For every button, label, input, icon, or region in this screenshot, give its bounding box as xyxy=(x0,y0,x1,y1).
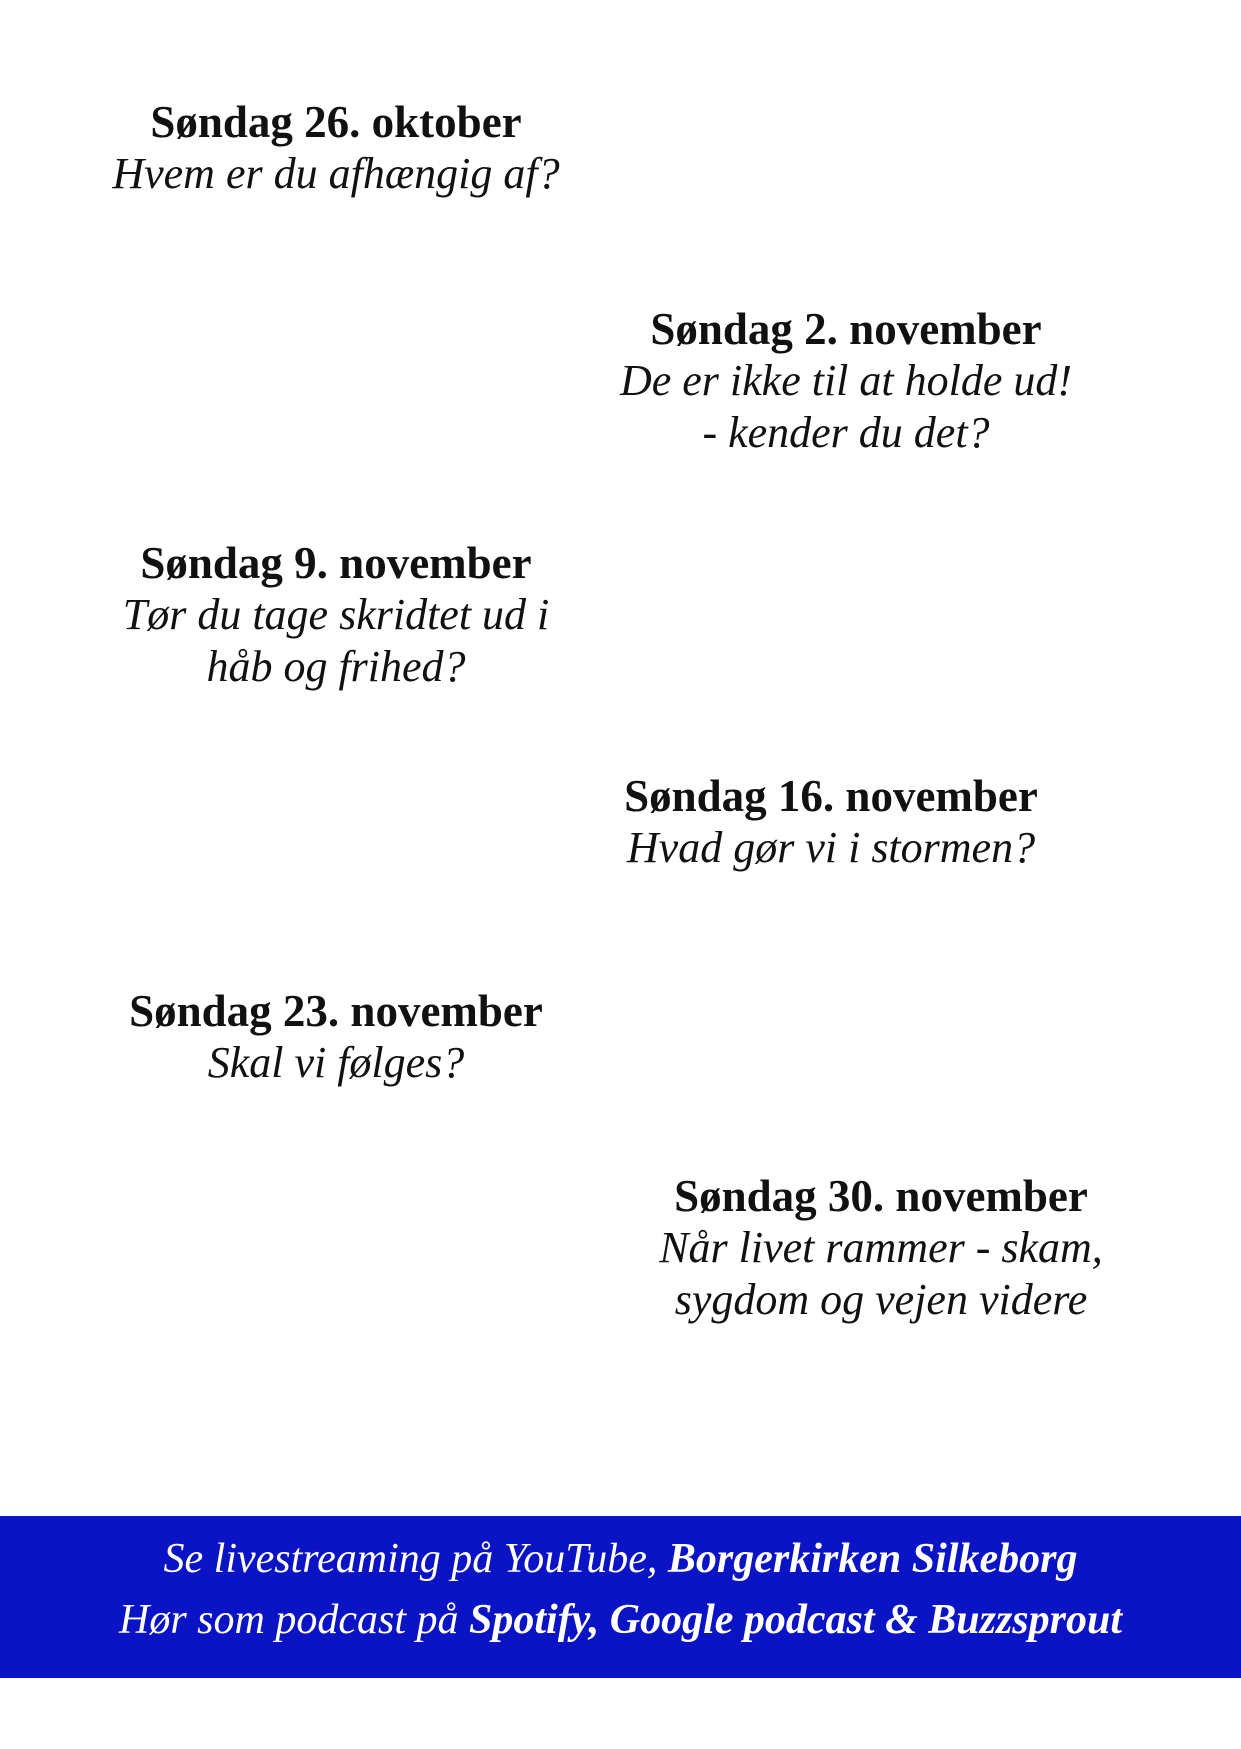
event-title xyxy=(581,1222,1181,1326)
podcast-text: Hør som podcast på xyxy=(118,1597,469,1643)
event-date: Søndag 2. november xyxy=(650,304,1042,354)
event-title-line: Hvad gør vi i stormen? xyxy=(626,823,1036,872)
event-nov-9 xyxy=(36,537,636,693)
event-title-line: De er ikke til at holde ud! xyxy=(619,356,1073,405)
livestream-channel: Borgerkirken Silkeborg xyxy=(667,1536,1078,1582)
event-title-line: sygdom og vejen videre xyxy=(674,1275,1088,1324)
podcast-line xyxy=(0,1595,1241,1645)
event-date: Søndag 9. november xyxy=(140,538,532,588)
event-date: Søndag 26. oktober xyxy=(150,97,522,147)
event-date: Søndag 30. november xyxy=(674,1171,1088,1221)
event-title xyxy=(36,1037,636,1089)
footer-banner xyxy=(0,1516,1241,1678)
event-nov-16 xyxy=(531,770,1131,874)
event-nov-2 xyxy=(546,303,1146,459)
livestream-line xyxy=(0,1534,1241,1584)
event-title xyxy=(36,589,636,693)
event-title xyxy=(36,148,636,200)
podcast-platforms: Spotify, Google podcast & Buzzsprout xyxy=(469,1597,1123,1643)
event-nov-30 xyxy=(581,1170,1181,1326)
event-title-line: Hvem er du afhængig af? xyxy=(112,149,560,198)
livestream-text: Se livestreaming på YouTube, xyxy=(163,1536,668,1582)
event-title-line: Skal vi følges? xyxy=(207,1038,465,1087)
event-oct-26 xyxy=(36,96,636,200)
event-title-line: Når livet rammer - skam, xyxy=(659,1223,1103,1272)
event-title xyxy=(546,355,1146,459)
event-title-line: håb og frihed? xyxy=(206,642,466,691)
event-date: Søndag 23. november xyxy=(129,986,543,1036)
event-title-line: Tør du tage skridtet ud i xyxy=(122,590,550,639)
event-nov-23 xyxy=(36,985,636,1089)
event-title-line: - kender du det? xyxy=(702,408,990,457)
event-date: Søndag 16. november xyxy=(624,771,1038,821)
event-title xyxy=(531,822,1131,874)
